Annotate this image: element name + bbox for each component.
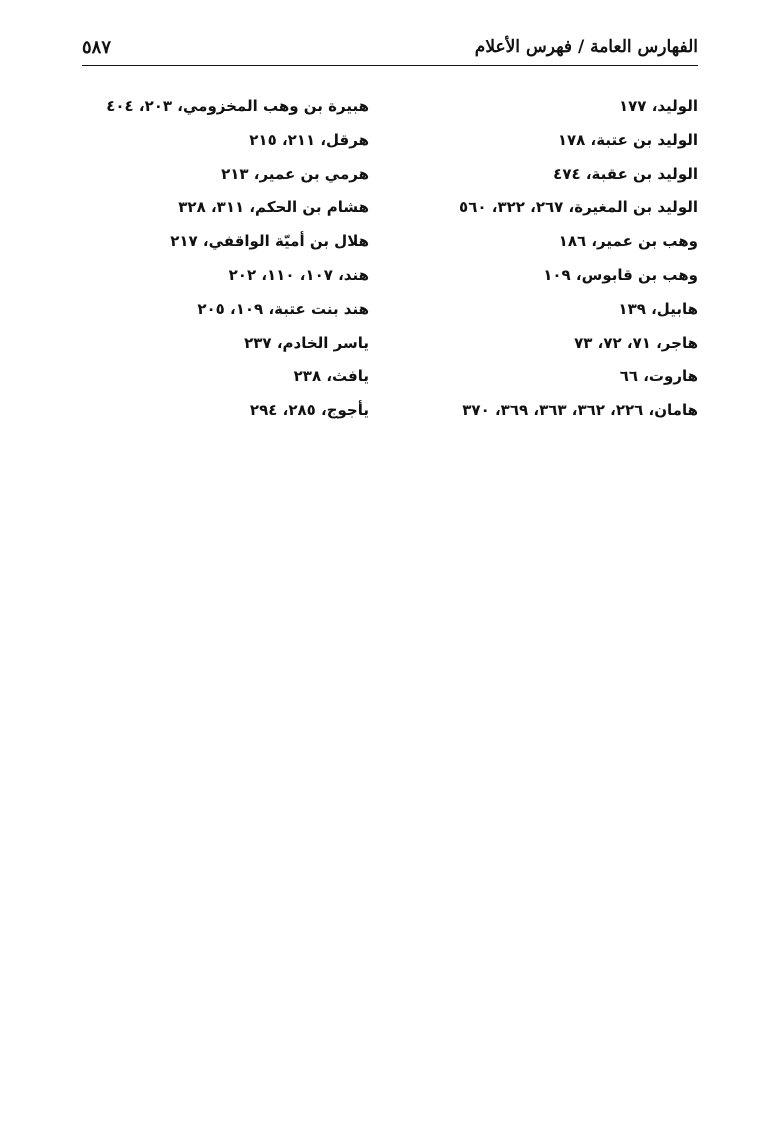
index-entry: هاجر، ٧١، ٧٢، ٧٣: [574, 333, 698, 352]
index-entry: هامان، ٢٢٦، ٣٦٢، ٣٦٣، ٣٦٩، ٣٧٠: [462, 401, 698, 420]
header-title: الفهارس العامة / فهرس الأعلام: [474, 37, 698, 57]
index-entry: هرقل، ٢١١، ٢١٥: [249, 130, 369, 149]
index-entry: هلال بن أميّة الواقفي، ٢١٧: [170, 232, 369, 251]
index-entry: هرمي بن عمير، ٢١٣: [221, 164, 369, 183]
index-entry: هشام بن الحكم، ٣١١، ٣٢٨: [178, 198, 369, 217]
header-rule: [82, 65, 698, 66]
index-entry: الوليد بن عتبة، ١٧٨: [557, 130, 698, 149]
running-header: [82, 30, 698, 64]
index-entry: وهب بن قابوس، ١٠٩: [543, 265, 698, 284]
index-entry: يافث، ٢٣٨: [293, 367, 369, 386]
index-entry: ياسر الخادم، ٢٣٧: [244, 333, 369, 352]
index-entry: هاروت، ٦٦: [619, 367, 698, 386]
index-entry: هند، ١٠٧، ١١٠، ٢٠٢: [228, 265, 369, 284]
index-entry: هبيرة بن وهب المخزومي، ٢٠٣، ٤٠٤: [106, 97, 369, 115]
index-entry: هابيل، ١٣٩: [618, 299, 698, 318]
index-column-left: [69, 94, 369, 432]
index-entry: الوليد بن المغيرة، ٢٦٧، ٣٢٢، ٥٦٠: [459, 198, 698, 217]
index-entry: الوليد، ١٧٧: [619, 97, 698, 115]
page-number: ٥٨٧: [82, 36, 112, 58]
index-column-right: [408, 94, 698, 432]
index-entry: يأجوج، ٢٨٥، ٢٩٤: [249, 401, 369, 420]
index-entry: الوليد بن عقبة، ٤٧٤: [553, 164, 698, 183]
index-entry: هند بنت عتبة، ١٠٩، ٢٠٥: [197, 299, 369, 318]
index-entry: وهب بن عمير، ١٨٦: [558, 232, 698, 251]
